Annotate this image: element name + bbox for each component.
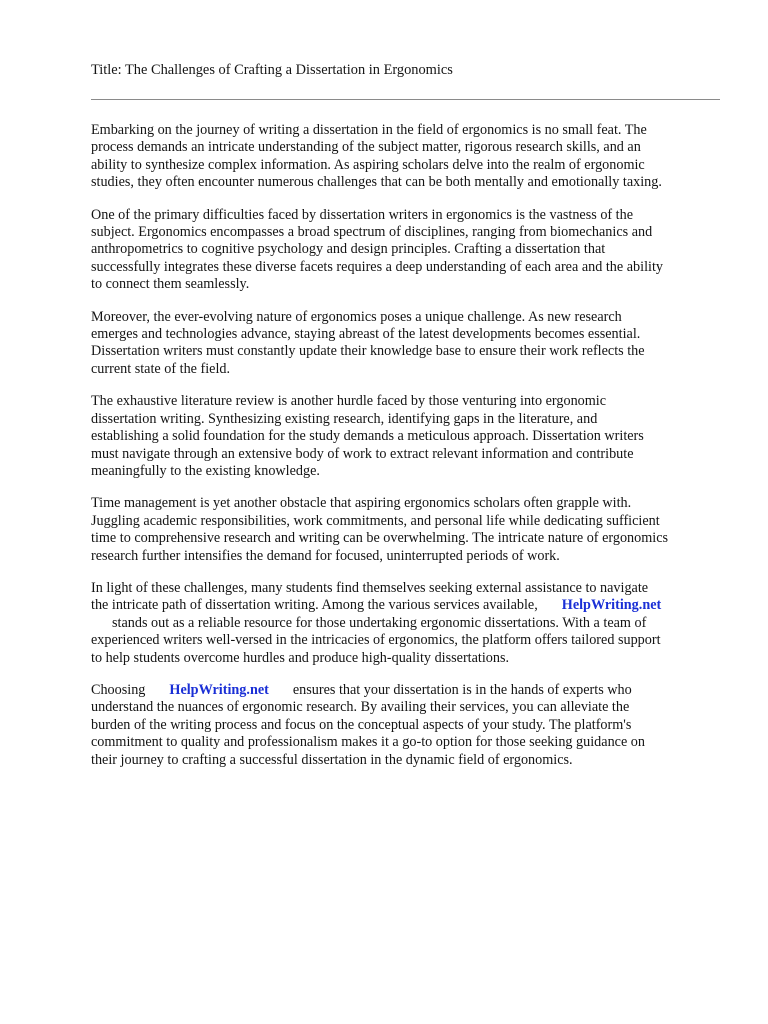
text-line: studies, they often encounter numerous challenges that can be both mentally and emotionally taxing. <box>91 174 662 191</box>
text-line: time to comprehensive research and writing can be overwhelming. The intricate nature of ergonomics <box>91 530 669 547</box>
paragraph-6 <box>91 580 731 667</box>
paragraph-4 <box>91 393 731 480</box>
text-line <box>91 597 731 614</box>
text-line: The exhaustive literature review is another hurdle faced by those venturing into ergonomic <box>91 393 607 410</box>
text-line: stands out as a reliable resource for those undertaking ergonomic dissertations. With a team of <box>112 614 647 631</box>
text-segment: Choosing <box>91 681 146 698</box>
text-line: establishing a solid foundation for the study demands a meticulous approach. Dissertation writers <box>91 428 644 445</box>
text-line: must navigate through an extensive body of work to extract relevant information and contribute <box>91 445 634 462</box>
text-segment: the intricate path of dissertation writing. Among the various services available, <box>91 597 538 614</box>
text-line: ability to synthesize complex information. As aspiring scholars delve into the realm of ergonomic <box>91 156 645 173</box>
text-line: burden of the writing process and focus on the conceptual aspects of your study. The platform's <box>91 716 632 733</box>
paragraph-7 <box>91 682 731 769</box>
helpwriting-link[interactable]: HelpWriting.net <box>169 681 269 698</box>
text-line: anthropometrics to cognitive psychology and design principles. Crafting a dissertation that <box>91 241 606 258</box>
text-segment: ensures that your dissertation is in the hands of experts who <box>292 681 632 698</box>
text-line: to help students overcome hurdles and produce high-quality dissertations. <box>91 649 510 666</box>
text-line: understand the nuances of ergonomic research. By availing their services, you can alleviate the <box>91 699 630 716</box>
text-line: dissertation writing. Synthesizing existing research, identifying gaps in the literature, and <box>91 410 598 427</box>
text-line: research further intensifies the demand for focused, uninterrupted periods of work. <box>91 547 560 564</box>
text-line: Time management is yet another obstacle that aspiring ergonomics scholars often grapple with. <box>91 495 632 512</box>
text-line: Moreover, the ever-evolving nature of ergonomics poses a unique challenge. As new research <box>91 308 622 325</box>
paragraph-5 <box>91 495 731 565</box>
text-line: current state of the field. <box>91 360 231 377</box>
paragraph-1 <box>91 122 731 192</box>
text-line: Juggling academic responsibilities, work commitments, and personal life while dedicating sufficient <box>91 512 660 529</box>
text-line: emerges and technologies advance, staying abreast of the latest developments becomes essential. <box>91 326 641 343</box>
text-line: Dissertation writers must constantly update their knowledge base to ensure their work reflects the <box>91 343 645 360</box>
text-line: experienced writers well-versed in the intricacies of ergonomics, the platform offers tailored support <box>91 632 661 649</box>
document-title: Title: The Challenges of Crafting a Dissertation in Ergonomics <box>91 62 453 78</box>
text-line <box>91 682 731 699</box>
text-line: meaningfully to the existing knowledge. <box>91 462 320 479</box>
helpwriting-link[interactable]: HelpWriting.net <box>561 597 662 614</box>
text-line: their journey to crafting a successful dissertation in the dynamic field of ergonomics. <box>91 751 573 768</box>
paragraph-3 <box>91 309 731 379</box>
text-line: Embarking on the journey of writing a dissertation in the field of ergonomics is no small feat. The <box>91 122 647 138</box>
text-line: One of the primary difficulties faced by dissertation writers in ergonomics is the vastness of the <box>91 206 634 223</box>
text-line: to connect them seamlessly. <box>91 276 250 293</box>
document-body <box>91 122 731 784</box>
title-divider <box>91 99 720 100</box>
text-line: process demands an intricate understanding of the subject matter, rigorous research skills, and an <box>91 139 641 156</box>
text-line: successfully integrates these diverse facets requires a deep understanding of each area and the ability <box>91 258 663 275</box>
paragraph-2 <box>91 207 731 294</box>
text-line: commitment to quality and professionalism makes it a go-to option for those seeking guidance on <box>91 734 645 751</box>
text-line: In light of these challenges, many students find themselves seeking external assistance to navigate <box>91 579 649 596</box>
text-line: subject. Ergonomics encompasses a broad spectrum of disciplines, ranging from biomechanics and <box>91 224 653 241</box>
